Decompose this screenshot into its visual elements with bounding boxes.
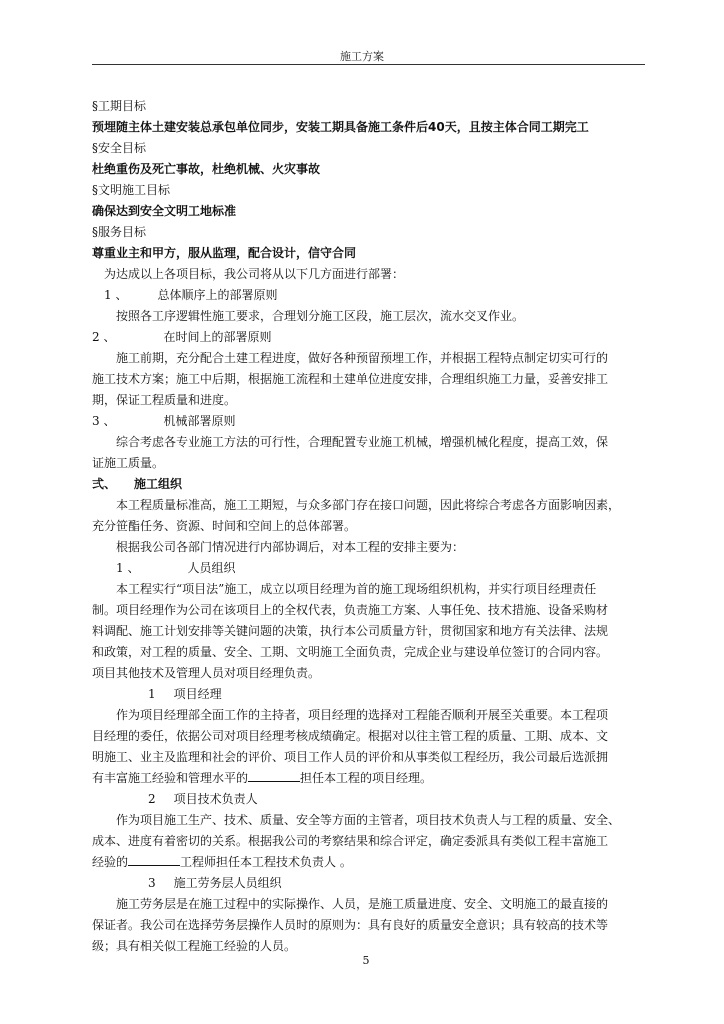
section-title: 施工组织 <box>134 477 183 491</box>
subitem-number: 2 <box>148 792 156 806</box>
paragraph-line: 成本、进度有着密切的关系。根据我公司的考察结果和综合评定，确定委派具有类似工程丰富施工 <box>92 834 609 848</box>
goal-text-service: 尊重业主和甲方，服从监理，配合设计，信守合同 <box>92 246 357 260</box>
subitem-paragraph <box>92 894 648 957</box>
paragraph-line: 和政策，对工程的质量、安全、工期、文明施工全面负责，完成企业与建设单位签订的合同内容。 <box>92 645 609 659</box>
blank-underline <box>128 853 180 866</box>
subitem-title: 施工劳务层人员组织 <box>173 876 282 890</box>
paragraph-line: 按照各工序逻辑性施工要求，合理划分施工区段，施工层次，流水交叉作业。 <box>116 309 525 323</box>
item-number: 1 、 <box>116 561 140 575</box>
paragraph-line: 施工劳务层是在施工过程中的实际操作、人员，是施工质量进度、安全、文明施工的最直接的 <box>116 897 609 911</box>
intro-text: 为达成以上各项目标，我公司将从以下几方面进行部署： <box>104 267 405 281</box>
principle-paragraph <box>92 306 648 327</box>
subitem-number: 1 <box>148 687 156 701</box>
item-heading <box>92 558 648 579</box>
principle-heading <box>92 327 648 348</box>
text-fragment: 经验的 <box>92 855 129 869</box>
section-paragraph <box>92 495 648 558</box>
paragraph-line: 目经理的委任，依据公司对项目经理考核成绩确定。根据对以往主管工程的质量、工期、成本、文 <box>92 729 609 743</box>
paragraph-line: 作为项目施工生产、技术、质量、安全等方面的主管者，项目技术负责人与工程的质量、安全、 <box>116 813 621 827</box>
page-header: 施工方案 <box>340 50 384 63</box>
goal-label-safety: §安全目标 <box>92 141 147 155</box>
document-body <box>92 96 648 957</box>
subitem-paragraph <box>92 810 648 873</box>
subitem-number: 3 <box>148 876 156 890</box>
section-number: 弍、 <box>92 477 117 491</box>
principle-paragraph <box>92 432 648 474</box>
item-paragraph <box>92 579 648 684</box>
item-title: 人员组织 <box>187 561 236 575</box>
principle-heading <box>92 411 648 432</box>
paragraph-line: 充分笹酯任务、资源、时间和空间上的总体部署。 <box>92 519 357 533</box>
page-number: 5 <box>362 954 370 967</box>
principle-title: 在时间上的部署原则 <box>163 330 272 344</box>
paragraph-line: 施工技术方案；施工中后期，根据施工流程和土建单位进度安排，合理组织施工力量，妥善安排工 <box>92 372 609 386</box>
goal-label-service: §服务目标 <box>92 225 147 239</box>
paragraph-line: 料调配、施工计划安排等关键问题的决策，执行本公司质量方针，贯彻国家和地方有关法律、法规 <box>92 624 609 638</box>
paragraph-line <box>92 852 648 873</box>
paragraph-line: 保证者。我公司在选择劳务层操作人员时的原则为：具有良好的质量安全意识；具有较高的技术等 <box>92 918 609 932</box>
text-fragment: 担任本工程的项目经理。 <box>300 771 433 785</box>
paragraph-line <box>92 768 648 789</box>
blank-underline <box>248 769 300 782</box>
paragraph-line: 作为项目经理部全面工作的主持者，项目经理的选择对工程能否顺利开展至关重要。本工程项 <box>116 708 609 722</box>
paragraph-line: 施工前期，充分配合土建工程进度，做好各种预留预埋工作，并根据工程特点制定切实可行的 <box>116 351 609 365</box>
goal-label-civilized: §文明施工目标 <box>92 183 171 197</box>
principle-number: 2 、 <box>92 330 116 344</box>
subitem-paragraph <box>92 705 648 789</box>
paragraph-line: 证施工质量。 <box>92 456 165 470</box>
subitem-heading <box>92 684 648 705</box>
paragraph-line: 明施工、业主及监理和社会的评价、项目工作人员的评价和从事类似工程经历，我公司最后选派拥 <box>92 750 609 764</box>
principle-title: 机械部署原则 <box>163 414 236 428</box>
section-heading <box>92 474 648 495</box>
paragraph-line: 本工程质量标准高，施工工期短，与众多部门存在接口问题，因此将综合考虑各方面影响因素， <box>116 498 621 512</box>
principle-title: 总体顺序上的部署原则 <box>157 288 278 302</box>
text-fragment: 工程师担任本工程技术负责人 。 <box>180 855 352 869</box>
paragraph-line: 根据我公司各部门情况进行内部协调后，对本工程的安排主要为： <box>116 540 465 554</box>
goal-text-civilized: 确保达到安全文明工地标准 <box>92 204 237 218</box>
paragraph-line: 本工程实行“项目法”施工，成立以项目经理为首的施工现场组织机构，并实行项目经理责任 <box>116 582 597 596</box>
paragraph-line: 级；具有相关似工程施工经验的人员。 <box>92 939 297 953</box>
goal-label-schedule: §工期目标 <box>92 99 147 113</box>
subitem-heading <box>92 789 648 810</box>
text-fragment: 有丰富施工经验和管理水平的 <box>92 771 249 785</box>
principle-number: 1 、 <box>104 288 128 302</box>
principle-paragraph <box>92 348 648 411</box>
paragraph-line: 制。项目经理作为公司在该项目上的全权代表，负责施工方案、人事任免、技术措施、设备采购材 <box>92 603 609 617</box>
goal-text-safety: 杜绝重伤及死亡事故，杜绝机械、火灾事故 <box>92 162 321 176</box>
paragraph-line: 综合考虑各专业施工方法的可行性，合理配置专业施工机械，增强机械化程度，提高工效，保 <box>116 435 609 449</box>
subitem-title: 项目技术负责人 <box>173 792 258 806</box>
principle-heading <box>92 285 648 306</box>
paragraph-line: 项目其他技术及管理人员对项目经理负责。 <box>92 666 321 680</box>
header-rule <box>92 64 645 65</box>
principle-number: 3 、 <box>92 414 116 428</box>
subitem-title: 项目经理 <box>173 687 222 701</box>
paragraph-line: 期，保证工程质量和进度。 <box>92 393 237 407</box>
subitem-heading <box>92 873 648 894</box>
goal-text-schedule: 预埋随主体土建安装总承包单位同步，安装工期具备施工条件后40天，且按主体合同工期完工 <box>92 120 589 134</box>
